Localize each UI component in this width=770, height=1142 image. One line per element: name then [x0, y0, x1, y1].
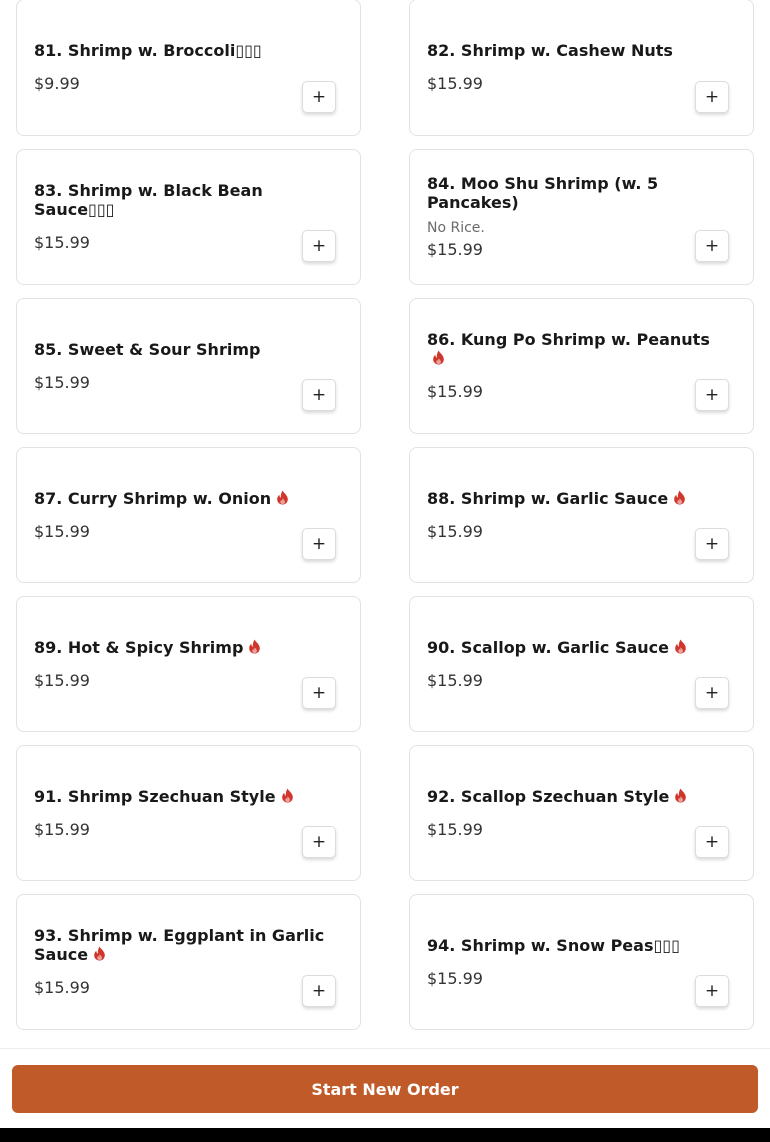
- menu-item-price: $15.99: [34, 819, 90, 839]
- flame-icon: [674, 639, 687, 654]
- menu-item-name: [34, 787, 326, 806]
- menu-item-name: [34, 41, 326, 60]
- menu-item-name-text: 81. Shrimp w. Broccoli: [34, 41, 236, 60]
- menu-item-card[interactable]: [16, 0, 361, 136]
- menu-item-card[interactable]: [409, 447, 754, 583]
- menu-item-price: $15.99: [34, 233, 90, 252]
- menu-item-body: [34, 638, 326, 691]
- system-bottom-bar: [0, 1128, 770, 1142]
- menu-item-card[interactable]: [409, 596, 754, 732]
- menu-item-card[interactable]: [409, 149, 754, 285]
- menu-item-body: [427, 174, 719, 260]
- menu-item-body: [34, 489, 326, 542]
- add-item-button[interactable]: +: [695, 975, 729, 1007]
- flame-icon: [673, 490, 686, 505]
- menu-item-body: [34, 926, 326, 998]
- menu-item-body: [34, 181, 326, 253]
- menu-item-price: $9.99: [34, 74, 80, 93]
- add-item-button[interactable]: +: [302, 677, 336, 709]
- add-item-button[interactable]: +: [695, 528, 729, 560]
- menu-item-card[interactable]: [16, 745, 361, 881]
- menu-item-name-glyphs: ▯▯▯: [88, 200, 115, 219]
- menu-item-card[interactable]: [16, 596, 361, 732]
- menu-item-name: [427, 787, 719, 806]
- menu-item-name-text: 89. Hot & Spicy Shrimp: [34, 637, 244, 657]
- add-item-button[interactable]: +: [302, 81, 336, 113]
- menu-item-name-text: 87. Curry Shrimp w. Onion: [34, 488, 272, 508]
- menu-item-price: $15.99: [427, 968, 483, 988]
- menu-item-name-text: 92. Scallop Szechuan Style: [427, 786, 670, 806]
- add-item-button[interactable]: +: [695, 81, 729, 113]
- menu-item-name-text: 82. Shrimp w. Cashew Nuts: [427, 41, 673, 60]
- menu-item-body: [34, 787, 326, 840]
- menu-item-body: [427, 936, 719, 989]
- menu-item-price: $15.99: [427, 521, 483, 541]
- add-item-button[interactable]: +: [302, 975, 336, 1007]
- menu-item-body: [427, 489, 719, 542]
- menu-item-price: $15.99: [34, 978, 90, 997]
- menu-item-price: $15.99: [427, 74, 483, 93]
- menu-item-card[interactable]: [409, 745, 754, 881]
- menu-item-body: [34, 41, 326, 94]
- add-item-button[interactable]: +: [302, 528, 336, 560]
- flame-icon: [674, 788, 687, 803]
- menu-item-card[interactable]: [16, 447, 361, 583]
- menu-item-name: [427, 330, 719, 368]
- menu-item-name: [427, 174, 719, 212]
- menu-item-card[interactable]: [409, 0, 754, 136]
- menu-item-name-text: 88. Shrimp w. Garlic Sauce: [427, 488, 669, 508]
- menu-item-price: $15.99: [427, 670, 483, 690]
- menu-item-card[interactable]: [16, 298, 361, 434]
- menu-item-name: [34, 638, 326, 657]
- menu-item-body: [427, 41, 719, 94]
- menu-item-price: $15.99: [427, 240, 483, 259]
- add-item-button[interactable]: +: [302, 826, 336, 858]
- flame-icon: [93, 946, 106, 961]
- menu-item-name-text: 85. Sweet & Sour Shrimp: [34, 339, 261, 359]
- add-item-button[interactable]: +: [302, 230, 336, 262]
- menu-item-name: [427, 638, 719, 657]
- flame-icon: [281, 788, 294, 803]
- add-item-button[interactable]: +: [302, 379, 336, 411]
- menu-item-name-text: 94. Shrimp w. Snow Peas: [427, 935, 654, 955]
- add-item-button[interactable]: +: [695, 379, 729, 411]
- order-footer: [0, 1048, 770, 1128]
- menu-item-card[interactable]: [16, 894, 361, 1030]
- menu-item-price: $15.99: [34, 372, 90, 392]
- flame-icon: [276, 490, 289, 505]
- menu-item-price: $15.99: [427, 819, 483, 839]
- menu-item-name: [34, 181, 326, 219]
- flame-icon: [432, 350, 445, 365]
- menu-item-price: $15.99: [34, 521, 90, 541]
- menu-item-name: [427, 936, 719, 955]
- menu-item-body: [427, 330, 719, 402]
- add-item-button[interactable]: +: [695, 230, 729, 262]
- flame-icon: [248, 639, 261, 654]
- menu-item-name-text: 84. Moo Shu Shrimp (w. 5 Pancakes): [427, 174, 659, 212]
- start-new-order-button[interactable]: Start New Order: [12, 1065, 758, 1113]
- menu-item-name: [34, 340, 326, 359]
- add-item-button[interactable]: +: [695, 677, 729, 709]
- menu-item-body: [34, 340, 326, 393]
- menu-item-body: [427, 638, 719, 691]
- menu-item-card[interactable]: [409, 894, 754, 1030]
- menu-item-name-text: 91. Shrimp Szechuan Style: [34, 786, 276, 806]
- menu-item-name-text: 90. Scallop w. Garlic Sauce: [427, 637, 669, 657]
- menu-item-name-text: 86. Kung Po Shrimp w. Peanuts: [427, 330, 710, 349]
- menu-item-name-glyphs: ▯▯▯: [235, 41, 262, 60]
- menu-item-name-text: 93. Shrimp w. Eggplant in Garlic Sauce: [34, 926, 325, 964]
- menu-item-price: $15.99: [34, 670, 90, 690]
- menu-item-card[interactable]: [16, 149, 361, 285]
- menu-item-grid: [16, 0, 754, 1030]
- menu-item-description: No Rice.: [427, 220, 485, 236]
- add-item-button[interactable]: +: [695, 826, 729, 858]
- menu-item-name: [427, 489, 719, 508]
- menu-item-price: $15.99: [427, 382, 483, 401]
- menu-item-name: [34, 926, 326, 964]
- menu-item-name-glyphs: ▯▯▯: [653, 935, 680, 955]
- menu-item-name: [427, 41, 719, 60]
- menu-item-name-text: 83. Shrimp w. Black Bean Sauce: [34, 181, 263, 219]
- menu-item-card[interactable]: [409, 298, 754, 434]
- menu-item-body: [427, 787, 719, 840]
- menu-item-name: [34, 489, 326, 508]
